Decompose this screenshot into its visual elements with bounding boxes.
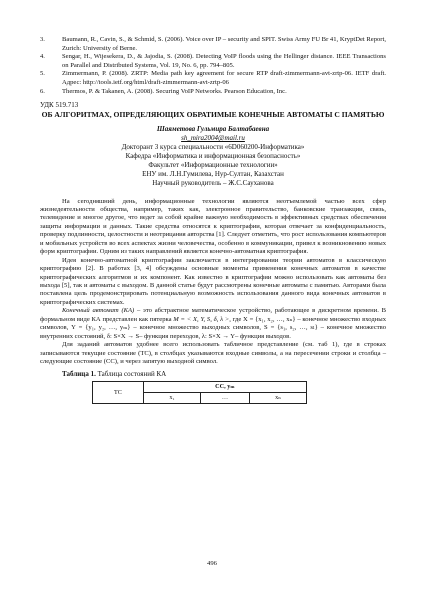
- reference-text: Zimmermann, P. (2008). ZRTP: Media path key agreement for secure RTP draft-zimmermann-avt-zrtp-06. IETF draft. Адрес: http://tools.ietf.org/html/draft-zimmermann-avt-zrtp-06: [62, 70, 386, 86]
- input-symbol-cell: x₁: [144, 392, 201, 403]
- reference-text: Sengar, H., Wijesekera, D., & Jajodia, S. (2008). Detecting VoIP floods using the Hellinger distance. IEEE Transactions on Parallel and Distributed Systems, Vol. 19, No. 6, pp. 794–805.: [62, 53, 386, 69]
- table-caption-text: Таблица состояний КА: [95, 369, 167, 378]
- table-label: Таблица 1.: [62, 369, 96, 378]
- reference-number: 5.: [40, 70, 45, 78]
- term-definition: Конечный автомат (КА): [62, 307, 135, 315]
- author-block: [40, 125, 386, 187]
- paragraph: Идея конечно-автоматной криптографии заключается в интегрировании теории автоматов в классическую криптографию [2]. В работах [3, 4] обсуждены основные моменты применения конечных автоматов в качестве криптографических алгоритмов и их компонент. Как известно в криптографии можно использовать как автоматы без выхода [5], так и автоматы с выходом. В данной статье будут рассмотрены конечные автоматы с памятью. Авторами была поставлена цель продемонстрировать потенциальную возможность использования данного вида конечных автоматов в криптографических системах.: [40, 256, 386, 306]
- author-supervisor: Научный руководитель – Ж.С.Сауханова: [152, 178, 274, 187]
- author-department: Кафедра «Информатика и информационная безопасность»: [125, 151, 301, 160]
- reference-list: [40, 36, 386, 96]
- state-table: [92, 381, 307, 404]
- reference-item: [40, 36, 386, 53]
- paragraph: На сегодняшний день, информационные технологии являются неотъемлемой частью всех сфер жизнедеятельности общества, например, таких как, электронное правительство, банковские транзакции, связь, телевидение и многое другое, что ведет за собой крайне важную необходимость в эффективных средствах обеспечения защиты информации и данных. Такие средства относятся к криптографии, которая отвечает за конфиденциальность, проверку подлинности, целостности и неотрицания авторства [1]. Следует отметить, что рост использования компьютеров и мобильных устройств во всех аспектах жизни человечества, особенно в коммуникации, привел к возникновению новых форм криптографии. Одним из таких направлений является конечно-автоматная криптография.: [40, 197, 386, 256]
- author-name: Шаяметова Гульмира Балтабаевна: [156, 125, 270, 134]
- reference-item: [40, 88, 386, 97]
- column-header-cell: CC, yₘ: [144, 381, 307, 392]
- author-email-link[interactable]: sh_mira2004@mail.ru: [181, 134, 245, 143]
- page-number: 496: [207, 560, 217, 567]
- reference-item: [40, 70, 386, 87]
- author-faculty: Факультет «Информационные технологии»: [148, 160, 278, 169]
- paragraph-text: , где X = {x₁, x₂, …, xₙ} – конечное множество входных символов, Y = {y₁, y₂, …, yₘ} – конечное множество выходных символов, S = {s₁, s₂, …, sₗ} – конечное множество внутренних состояний, δ: S×X → S– функция переходов, λ: S×X → Y– функция выходов.: [40, 315, 387, 340]
- udc-code: УДК 519.713: [40, 101, 79, 110]
- ellipsis-cell: …: [201, 392, 250, 403]
- article-title: ОБ АЛГОРИТМАХ, ОПРЕДЕЛЯЮЩИХ ОБРАТИМЫЕ КОНЕЧНЫЕ АВТОМАТЫ С ПАМЯТЬЮ: [41, 110, 385, 120]
- reference-number: 4.: [40, 53, 45, 61]
- reference-text: Baumann, R., Cavin, S., & Schmid, S. (2006). Voice over IP – security and SPIT. Swiss Army FU Br 41, KryptDet Report, Zurich: University of Berne.: [62, 36, 386, 52]
- author-degree: Докторант 3 курса специальности «6D060200-Информатика»: [121, 142, 305, 151]
- paragraph: Для заданий автоматов удобнее всего использовать табличное представление (см. таб 1), где в строках записываются текущие состояние (ТС), в столбцах указываются входные символы, а на пересечении строки и столбца – следующие состояние (СС), и через запятую выходной символ.: [40, 341, 386, 366]
- reference-item: [40, 53, 386, 70]
- paragraph: [40, 307, 386, 341]
- table-caption: [62, 370, 386, 378]
- reference-text: Thermos, P. & Takanen, A. (2008). Securing VoIP Networks. Pearson Education, Inc.: [62, 87, 287, 95]
- paragraph-text: – это абстрактное математическое устройство, работающее в дискретном времени. В формальном виде КА представлен как пятерка: [40, 307, 386, 323]
- row-header-cell: ТС: [93, 381, 144, 403]
- author-university: ЕНУ им. Л.Н.Гумилева, Нур-Султан, Казахстан: [142, 169, 284, 178]
- reference-number: 6.: [40, 87, 45, 95]
- formula: M = < X, Y, S, δ, λ >: [173, 315, 230, 323]
- article-body: [40, 198, 386, 367]
- reference-number: 3.: [40, 36, 45, 43]
- input-symbol-cell: xₙ: [250, 392, 307, 403]
